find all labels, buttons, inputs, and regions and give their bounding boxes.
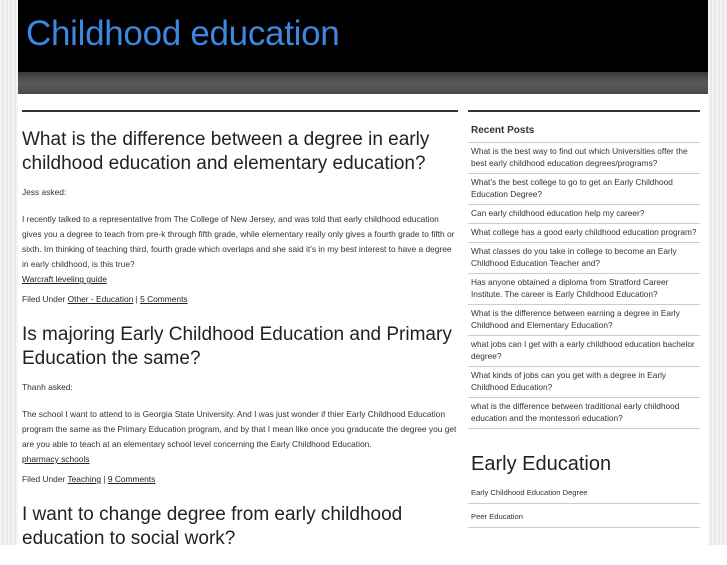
early-education-link[interactable]: Early Childhood Education Degree [468, 486, 700, 504]
filed-under-label: Filed Under [22, 474, 68, 484]
page-background-right [708, 0, 727, 545]
post-body: I recently talked to a representative from The College of New Jersey, and was told that early childhood education gives you a degree to teach from pre-k through fifth grade, while elementary really only gives a fourth grade to fifth or sixth. Im thinking of teaching third, fourth grade which overlaps and she said it’s in my best interest to have a degree in early childhood, is this true? [22, 214, 455, 269]
post-ad-link[interactable]: pharmacy schools [22, 454, 90, 464]
page-background-left [0, 0, 18, 545]
post-title[interactable]: Is majoring Early Childhood Education and Primary Education the same? [22, 324, 452, 369]
post-title[interactable]: What is the difference between a degree in early childhood education and elementary education? [22, 129, 430, 174]
recent-post-link[interactable]: Can early childhood education help my career? [468, 204, 700, 223]
post-asker: Thanh asked: [22, 382, 73, 392]
post-meta [22, 472, 458, 487]
sidebar [468, 110, 700, 528]
post-ad-link[interactable]: Warcraft leveling guide [22, 274, 107, 284]
recent-post-link[interactable]: What’s the best college to go to get an Early Childhood Education Degree? [468, 173, 700, 204]
recent-post-link[interactable]: What kinds of jobs can you get with a degree in Early Childhood Education? [468, 366, 700, 397]
recent-post-link[interactable]: What classes do you take in college to become an Early Childhood Education Teacher and? [468, 242, 700, 273]
post-meta [22, 292, 458, 307]
post-body: The school I want to attend to is Georgia State University. And I was just wonder if thier Early Childhood Education program the same as the Primary Education program, and by that I mean like once you graducate the degree you get are you able to teach at an elementary school level concerning the Early Childhood Education. [22, 409, 457, 449]
recent-post-link[interactable]: What is the best way to find out which Universities offer the best early childhood education degrees/programs? [468, 142, 700, 173]
content-divider [22, 110, 458, 112]
sidebar-divider [468, 110, 700, 112]
page-container [18, 0, 708, 549]
main-content [22, 110, 458, 565]
early-education-heading: Early Education [471, 453, 612, 475]
meta-separator: | [133, 294, 141, 304]
recent-post-link[interactable]: what is the difference between traditional early childhood education and the montessori education? [468, 397, 700, 428]
recent-post-link[interactable]: what jobs can I get with a early childhood education bachelor degree? [468, 335, 700, 366]
recent-post-link[interactable]: What college has a good early childhood education program? [468, 223, 700, 242]
post [22, 503, 458, 551]
comments-link[interactable]: 5 Comments [140, 294, 188, 304]
early-education-link[interactable]: Peer Education [468, 510, 700, 528]
post-title[interactable]: I want to change degree from early childhood education to social work? [22, 504, 403, 549]
filed-under-label: Filed Under [22, 294, 68, 304]
nav-bar [18, 72, 708, 94]
site-title[interactable]: Childhood education [26, 14, 340, 53]
recent-post-link[interactable]: Has anyone obtained a diploma from Stratford Career Institute. The career is Early Childhood Education? [468, 273, 700, 304]
category-link[interactable]: Teaching [67, 474, 101, 484]
recent-posts-heading: Recent Posts [471, 125, 535, 136]
site-header [18, 0, 708, 72]
recent-posts-list [468, 142, 700, 429]
recent-post-link[interactable]: What is the difference between earning a degree in Early Childhood and Elementary Education? [468, 304, 700, 335]
post [22, 323, 458, 487]
post-asker: Jess asked: [22, 187, 67, 197]
comments-link[interactable]: 9 Comments [107, 474, 156, 484]
category-link[interactable]: Other - Education [67, 294, 134, 304]
meta-separator: | [101, 474, 108, 484]
post [22, 128, 458, 307]
